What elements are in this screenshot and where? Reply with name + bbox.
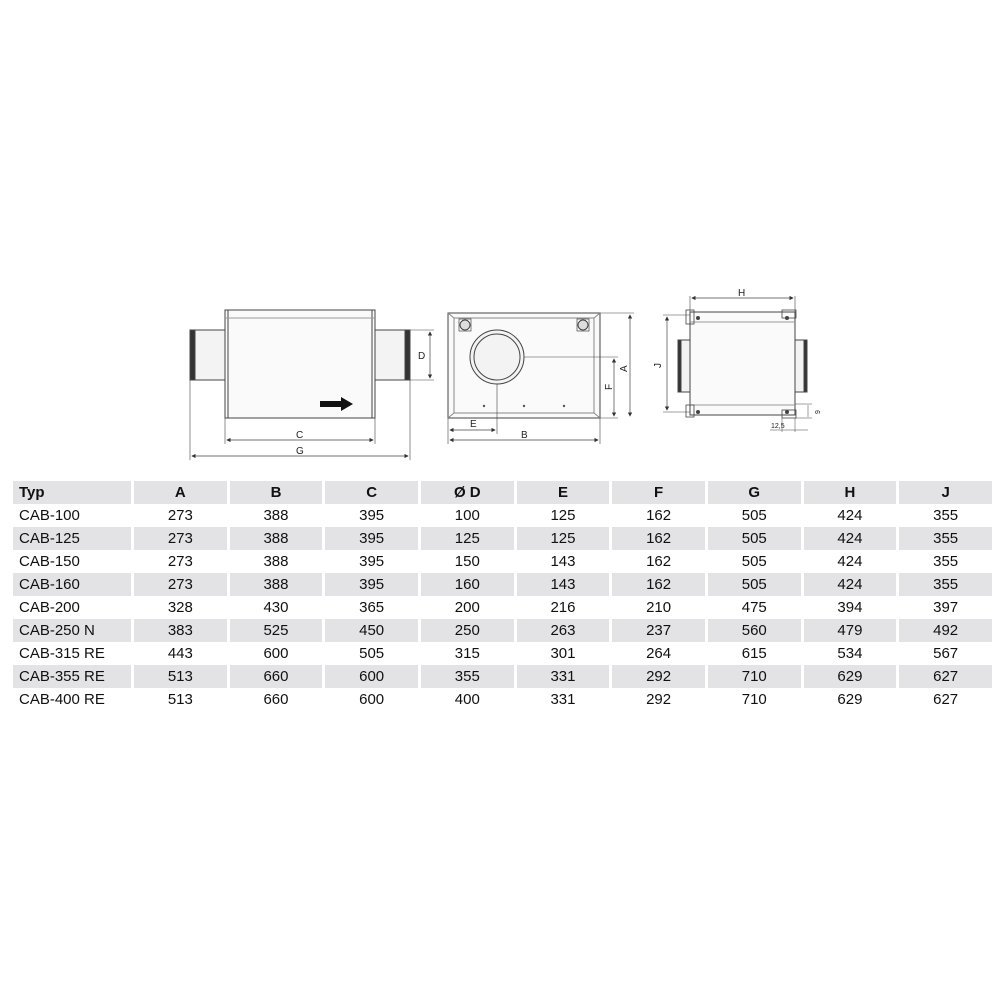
- header-d: Ø D: [421, 481, 514, 504]
- header-f: F: [612, 481, 705, 504]
- dim-label-c: C: [296, 430, 304, 441]
- dim-label-h: H: [738, 288, 746, 299]
- cell-value: 162: [612, 573, 705, 596]
- dim-label-j: J: [653, 363, 664, 368]
- cell-value: 365: [359, 599, 385, 616]
- cell-value: 292: [612, 665, 705, 688]
- cell-value: 200: [454, 599, 480, 616]
- cell-value: 355: [421, 665, 514, 688]
- cell-value: 162: [612, 527, 705, 550]
- cell-value: 216: [550, 599, 576, 616]
- cell-value: 263: [517, 619, 610, 642]
- cell-value: 331: [517, 665, 610, 688]
- cell-value: 210: [646, 599, 672, 616]
- cell-value: 237: [612, 619, 705, 642]
- cell-value: 615: [741, 645, 767, 662]
- cell-value: 355: [899, 527, 992, 550]
- table-header-row: [13, 481, 992, 504]
- cell-value: 600: [359, 691, 385, 708]
- dim-label-e: E: [470, 419, 477, 430]
- cell-value: 627: [933, 691, 959, 708]
- cell-value: 143: [550, 553, 576, 570]
- cell-value: 513: [134, 665, 227, 688]
- cell-value: 492: [899, 619, 992, 642]
- header-c: C: [325, 481, 418, 504]
- cell-type: CAB-150: [19, 553, 80, 570]
- header-g: G: [708, 481, 801, 504]
- cell-value: 273: [167, 507, 193, 524]
- cell-type: CAB-100: [19, 507, 80, 524]
- cell-value: 424: [804, 527, 897, 550]
- cell-value: 660: [230, 665, 323, 688]
- top-view-drawing: [663, 296, 812, 432]
- cell-value: 150: [454, 553, 480, 570]
- cell-value: 505: [359, 645, 385, 662]
- cell-value: 355: [899, 573, 992, 596]
- side-view-drawing: [190, 310, 434, 460]
- cell-type: CAB-355 RE: [13, 665, 131, 688]
- table-row: [13, 504, 992, 527]
- cell-value: 629: [804, 665, 897, 688]
- dim-label-9: 9: [815, 410, 822, 414]
- cell-type: CAB-160: [13, 573, 131, 596]
- cell-value: 388: [230, 573, 323, 596]
- table-row: [13, 550, 992, 573]
- cell-value: 273: [167, 553, 193, 570]
- cell-value: 430: [263, 599, 289, 616]
- cell-value: 264: [646, 645, 672, 662]
- cell-value: 560: [708, 619, 801, 642]
- cell-value: 450: [325, 619, 418, 642]
- cell-value: 394: [837, 599, 863, 616]
- cell-value: 479: [804, 619, 897, 642]
- cell-value: 125: [517, 527, 610, 550]
- cell-value: 627: [899, 665, 992, 688]
- cell-value: 710: [741, 691, 767, 708]
- cell-value: 301: [550, 645, 576, 662]
- cell-value: 328: [167, 599, 193, 616]
- table-row: [13, 527, 992, 550]
- cell-value: 710: [708, 665, 801, 688]
- cell-value: 534: [837, 645, 863, 662]
- dimensions-table: [10, 481, 995, 711]
- cell-value: 505: [708, 573, 801, 596]
- cell-value: 162: [646, 553, 672, 570]
- cell-value: 424: [804, 573, 897, 596]
- header-typ: Typ: [13, 481, 131, 504]
- dim-label-a: A: [619, 365, 630, 372]
- table-row: [13, 665, 992, 688]
- cell-value: 273: [134, 573, 227, 596]
- cell-value: 513: [167, 691, 193, 708]
- header-e: E: [517, 481, 610, 504]
- cell-value: 250: [421, 619, 514, 642]
- cell-value: 388: [263, 553, 289, 570]
- technical-drawings: [0, 0, 1000, 470]
- cell-value: 660: [263, 691, 289, 708]
- cell-value: 424: [837, 507, 863, 524]
- dim-label-d: D: [418, 351, 426, 362]
- cell-value: 160: [421, 573, 514, 596]
- cell-value: 395: [325, 573, 418, 596]
- header-j: J: [899, 481, 992, 504]
- cell-value: 600: [325, 665, 418, 688]
- cell-value: 355: [933, 507, 959, 524]
- cell-value: 355: [933, 553, 959, 570]
- cell-value: 424: [837, 553, 863, 570]
- header-b: B: [230, 481, 323, 504]
- cell-value: 443: [167, 645, 193, 662]
- header-h: H: [804, 481, 897, 504]
- table-row: [13, 573, 992, 596]
- cell-type: CAB-200: [19, 599, 80, 616]
- cell-value: 388: [230, 527, 323, 550]
- cell-value: 600: [263, 645, 289, 662]
- cell-value: 397: [933, 599, 959, 616]
- cell-value: 395: [359, 507, 385, 524]
- cell-value: 395: [359, 553, 385, 570]
- cell-value: 629: [837, 691, 863, 708]
- cell-type: CAB-250 N: [13, 619, 131, 642]
- table-row: [13, 596, 992, 619]
- cell-value: 125: [550, 507, 576, 524]
- cell-value: 525: [230, 619, 323, 642]
- cell-value: 505: [741, 553, 767, 570]
- cell-value: 273: [134, 527, 227, 550]
- table-row: [13, 619, 992, 642]
- cell-value: 395: [325, 527, 418, 550]
- cell-value: 505: [708, 527, 801, 550]
- dim-label-f: F: [604, 383, 615, 390]
- cell-value: 125: [421, 527, 514, 550]
- cell-value: 400: [454, 691, 480, 708]
- cell-value: 162: [646, 507, 672, 524]
- cell-value: 475: [741, 599, 767, 616]
- cell-value: 331: [550, 691, 576, 708]
- cell-value: 383: [134, 619, 227, 642]
- cell-value: 143: [517, 573, 610, 596]
- cell-value: 567: [933, 645, 959, 662]
- header-a: A: [134, 481, 227, 504]
- cell-value: 505: [741, 507, 767, 524]
- table-row: [13, 642, 992, 665]
- table-row: [13, 688, 992, 711]
- dim-label-b: B: [521, 430, 528, 441]
- cell-value: 100: [454, 507, 480, 524]
- dim-label-12-5: 12,5: [771, 423, 785, 430]
- dim-label-g: G: [296, 446, 304, 457]
- cell-value: 315: [454, 645, 480, 662]
- cell-type: CAB-315 RE: [19, 645, 105, 662]
- cell-type: CAB-125: [13, 527, 131, 550]
- cell-value: 292: [646, 691, 672, 708]
- cell-type: CAB-400 RE: [19, 691, 105, 708]
- cell-value: 388: [263, 507, 289, 524]
